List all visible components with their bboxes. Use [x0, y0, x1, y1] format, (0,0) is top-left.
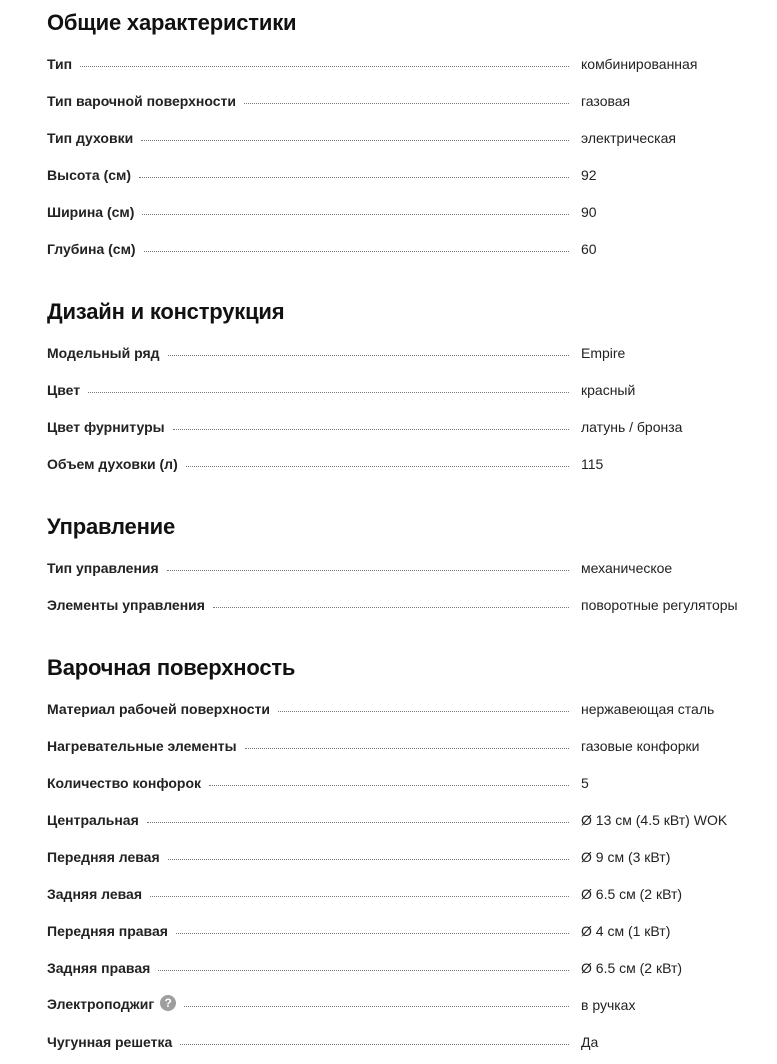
- spec-row: [47, 801, 767, 838]
- section-title: Общие характеристики: [47, 10, 297, 35]
- spec-value: поворотные регуляторы: [581, 596, 738, 613]
- dotted-leader: [209, 785, 569, 786]
- spec-row: [47, 119, 767, 156]
- spec-value: комбинированная: [581, 55, 698, 72]
- spec-row: [47, 949, 767, 986]
- spec-value: 92: [581, 166, 597, 183]
- specifications-page: [47, 0, 767, 1060]
- spec-value: газовая: [581, 92, 631, 109]
- spec-row: [47, 1023, 767, 1060]
- spec-name: Глубина (см): [47, 240, 136, 257]
- spec-row: [47, 230, 767, 267]
- spec-row: [47, 445, 767, 482]
- spec-row: [47, 334, 767, 371]
- dotted-leader: [168, 859, 569, 860]
- spec-name: Количество конфорок: [47, 774, 202, 791]
- spec-name: Цвет фурнитуры: [47, 418, 165, 435]
- spec-name: Высота (см): [47, 166, 132, 183]
- dotted-leader: [184, 1006, 569, 1007]
- spec-list: [47, 45, 767, 267]
- spec-name: Передняя левая: [47, 848, 160, 865]
- section-design: [47, 297, 767, 482]
- dotted-leader: [80, 66, 569, 67]
- spec-row: [47, 764, 767, 801]
- spec-row: [47, 912, 767, 949]
- spec-name: Ширина (см): [47, 203, 135, 220]
- dotted-leader: [168, 355, 569, 356]
- spec-value: 90: [581, 203, 597, 220]
- section-title: Управление: [47, 514, 176, 539]
- dotted-leader: [88, 392, 569, 393]
- spec-value: электрическая: [581, 129, 676, 146]
- spec-value: Ø 13 см (4.5 кВт) WOK: [581, 811, 728, 828]
- spec-row: [47, 875, 767, 912]
- section-general: [47, 8, 767, 267]
- spec-name: Передняя правая: [47, 922, 168, 939]
- spec-row: [47, 586, 767, 623]
- dotted-leader: [141, 140, 569, 141]
- spec-row: [47, 371, 767, 408]
- question-mark-icon[interactable]: ?: [160, 995, 176, 1011]
- dotted-leader: [167, 570, 569, 571]
- spec-name: Элементы управления: [47, 596, 205, 613]
- spec-row: [47, 727, 767, 764]
- dotted-leader: [244, 103, 569, 104]
- spec-name: Задняя правая: [47, 959, 151, 976]
- spec-row: [47, 549, 767, 586]
- dotted-leader: [173, 429, 569, 430]
- spec-name: Электроподжиг: [47, 996, 155, 1012]
- spec-value: красный: [581, 381, 636, 398]
- spec-row: [47, 690, 767, 727]
- spec-list: [47, 334, 767, 482]
- spec-value: латунь / бронза: [581, 418, 683, 435]
- dotted-leader: [147, 822, 569, 823]
- spec-value: 115: [581, 455, 604, 472]
- spec-row: [47, 156, 767, 193]
- spec-list: [47, 690, 767, 1060]
- spec-value: Empire: [581, 344, 626, 361]
- spec-list: [47, 549, 767, 623]
- spec-name: Тип духовки: [47, 129, 134, 146]
- spec-value: Ø 4 см (1 кВт): [581, 922, 671, 939]
- spec-name: Модельный ряд: [47, 344, 160, 361]
- spec-name: Центральная: [47, 811, 139, 828]
- spec-name: Тип управления: [47, 559, 159, 576]
- spec-value: газовые конфорки: [581, 737, 700, 754]
- section-title: Варочная поверхность: [47, 655, 296, 680]
- spec-row: [47, 45, 767, 82]
- spec-name: Чугунная решетка: [47, 1033, 173, 1050]
- section-cooktop: [47, 653, 767, 1060]
- spec-row: [47, 986, 767, 1023]
- spec-name: Тип: [47, 55, 73, 72]
- spec-name: Материал рабочей поверхности: [47, 700, 271, 717]
- section-controls: [47, 512, 767, 623]
- spec-row: [47, 193, 767, 230]
- spec-value: Ø 6.5 см (2 кВт): [581, 959, 683, 976]
- spec-row: [47, 408, 767, 445]
- spec-value: 60: [581, 240, 597, 257]
- spec-value: нержавеющая сталь: [581, 700, 715, 717]
- dotted-leader: [278, 711, 569, 712]
- spec-name: Объем духовки (л): [47, 455, 178, 472]
- spec-name: Тип варочной поверхности: [47, 92, 237, 109]
- spec-value: Да: [581, 1033, 599, 1050]
- dotted-leader: [213, 607, 569, 608]
- spec-value: в ручках: [581, 996, 636, 1013]
- dotted-leader: [144, 251, 569, 252]
- spec-value: 5: [581, 774, 589, 791]
- spec-value: Ø 9 см (3 кВт): [581, 848, 671, 865]
- spec-row: [47, 82, 767, 119]
- spec-value: механическое: [581, 559, 673, 576]
- dotted-leader: [186, 466, 569, 467]
- spec-name: Цвет: [47, 381, 81, 398]
- dotted-leader: [150, 896, 569, 897]
- dotted-leader: [176, 933, 569, 934]
- spec-name: Нагревательные элементы: [47, 737, 237, 754]
- dotted-leader: [142, 214, 569, 215]
- spec-name: Задняя левая: [47, 885, 142, 902]
- dotted-leader: [180, 1044, 569, 1045]
- dotted-leader: [245, 748, 569, 749]
- spec-row: [47, 838, 767, 875]
- spec-value: Ø 6.5 см (2 кВт): [581, 885, 683, 902]
- dotted-leader: [139, 177, 569, 178]
- dotted-leader: [158, 970, 569, 971]
- section-title: Дизайн и конструкция: [47, 299, 285, 324]
